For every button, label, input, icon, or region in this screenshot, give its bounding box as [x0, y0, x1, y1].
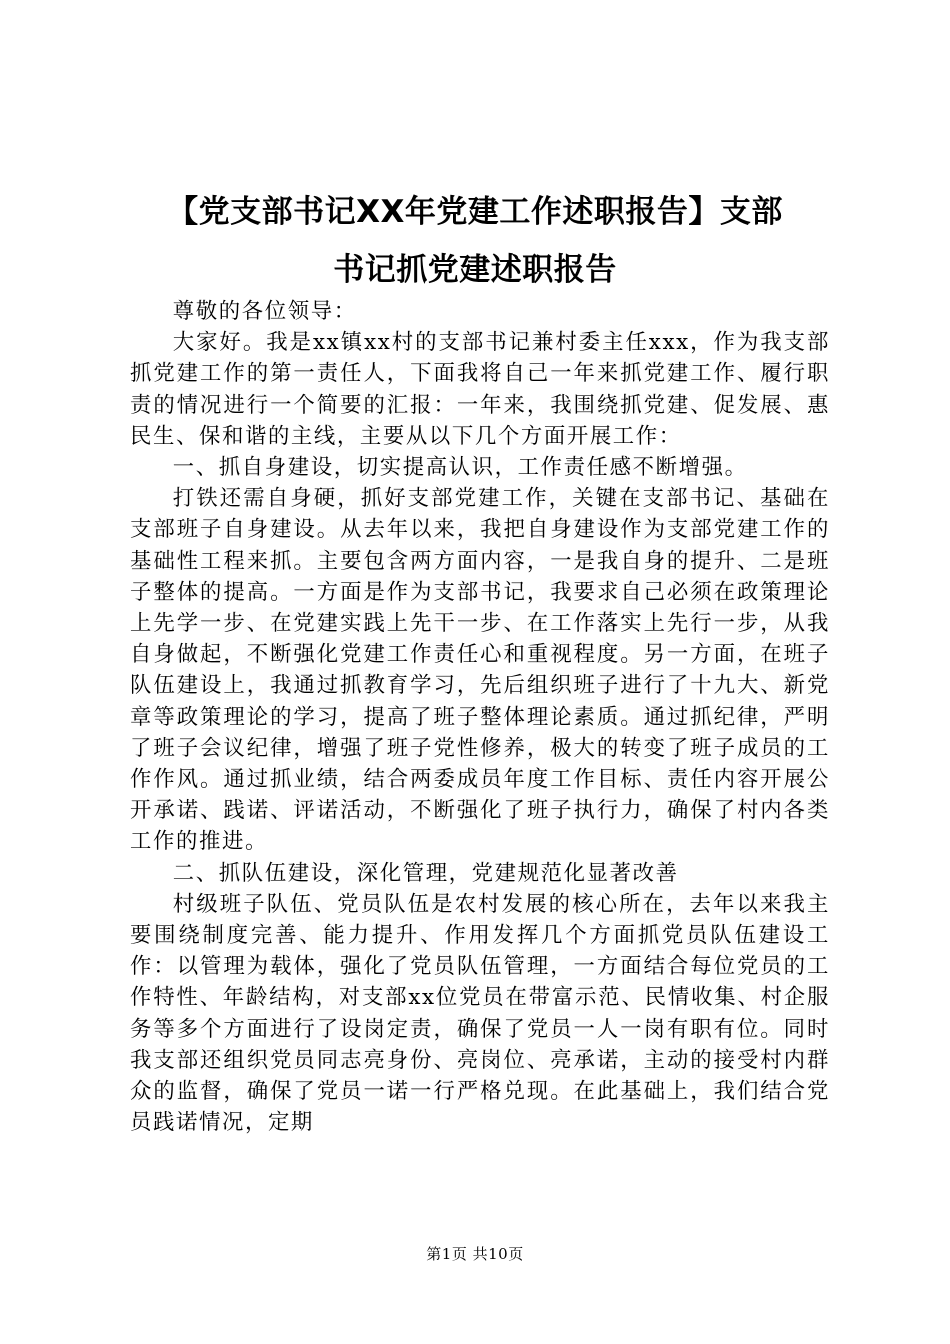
salutation: 尊敬的各位领导：	[172, 299, 357, 324]
section-heading: 一、抓自身建设，切实提高认识，工作责任感不断增强。	[172, 455, 748, 481]
page-number-footer: 第1页 共10页	[426, 1245, 524, 1263]
document-body	[130, 296, 830, 1138]
body-paragraph: 村级班子队伍、党员队伍是农村发展的核心所在，去年以来我主要围绕制度完善、能力提升、作用发挥几个方面抓党员队伍建设工作：以管理为载体，强化了党员队伍管理，一方面结合每位党员的工作特性、年龄结构，对支部xx位党员在带富示范、民情收集、村企服务等多个方面进行了设岗定责，确保了党员一人一岗有职有位。同时我支部还组织党员同志亮身份、亮岗位、亮承诺，主动的接受村内群众的监督，确保了党员一诺一行严格兑现。在此基础上，我们结合党员践诺情况，定期	[130, 891, 830, 1136]
title-line-2: 书记抓党建述职报告	[333, 252, 617, 288]
title-line-1: 【党支部书记XX年党建工作述职报告】支部	[167, 194, 783, 230]
body-paragraph: 大家好。我是xx镇xx村的支部书记兼村委主任xxx，作为我支部抓党建工作的第一责任人，下面我将自己一年来抓党建工作、履行职责的情况进行一个简要的汇报：一年来，我围绕抓党建、促发展、惠民生、保和谐的主线，主要从以下几个方面开展工作：	[130, 330, 830, 449]
section-heading: 二、抓队伍建设，深化管理，党建规范化显著改善	[172, 860, 679, 886]
body-paragraph: 打铁还需自身硬，抓好支部党建工作，关键在支部书记、基础在支部班子自身建设。从去年以来，我把自身建设作为支部党建工作的基础性工程来抓。主要包含两方面内容，一是我自身的提升、二是班子整体的提高。一方面是作为支部书记，我要求自己必须在政策理论上先学一步、在党建实践上先干一步、在工作落实上先行一步，从我自身做起，不断强化党建工作责任心和重视程度。另一方面，在班子队伍建设上，我通过抓教育学习，先后组织班子进行了十九大、新党章等政策理论的学习，提高了班子整体理论素质。通过抓纪律，严明了班子会议纪律，增强了班子党性修养，极大的转变了班子成员的工作作风。通过抓业绩，结合两委成员年度工作目标、责任内容开展公开承诺、践诺、评诺活动，不断强化了班子执行力，确保了村内各类工作的推进。	[130, 486, 830, 855]
document-title	[110, 183, 840, 299]
